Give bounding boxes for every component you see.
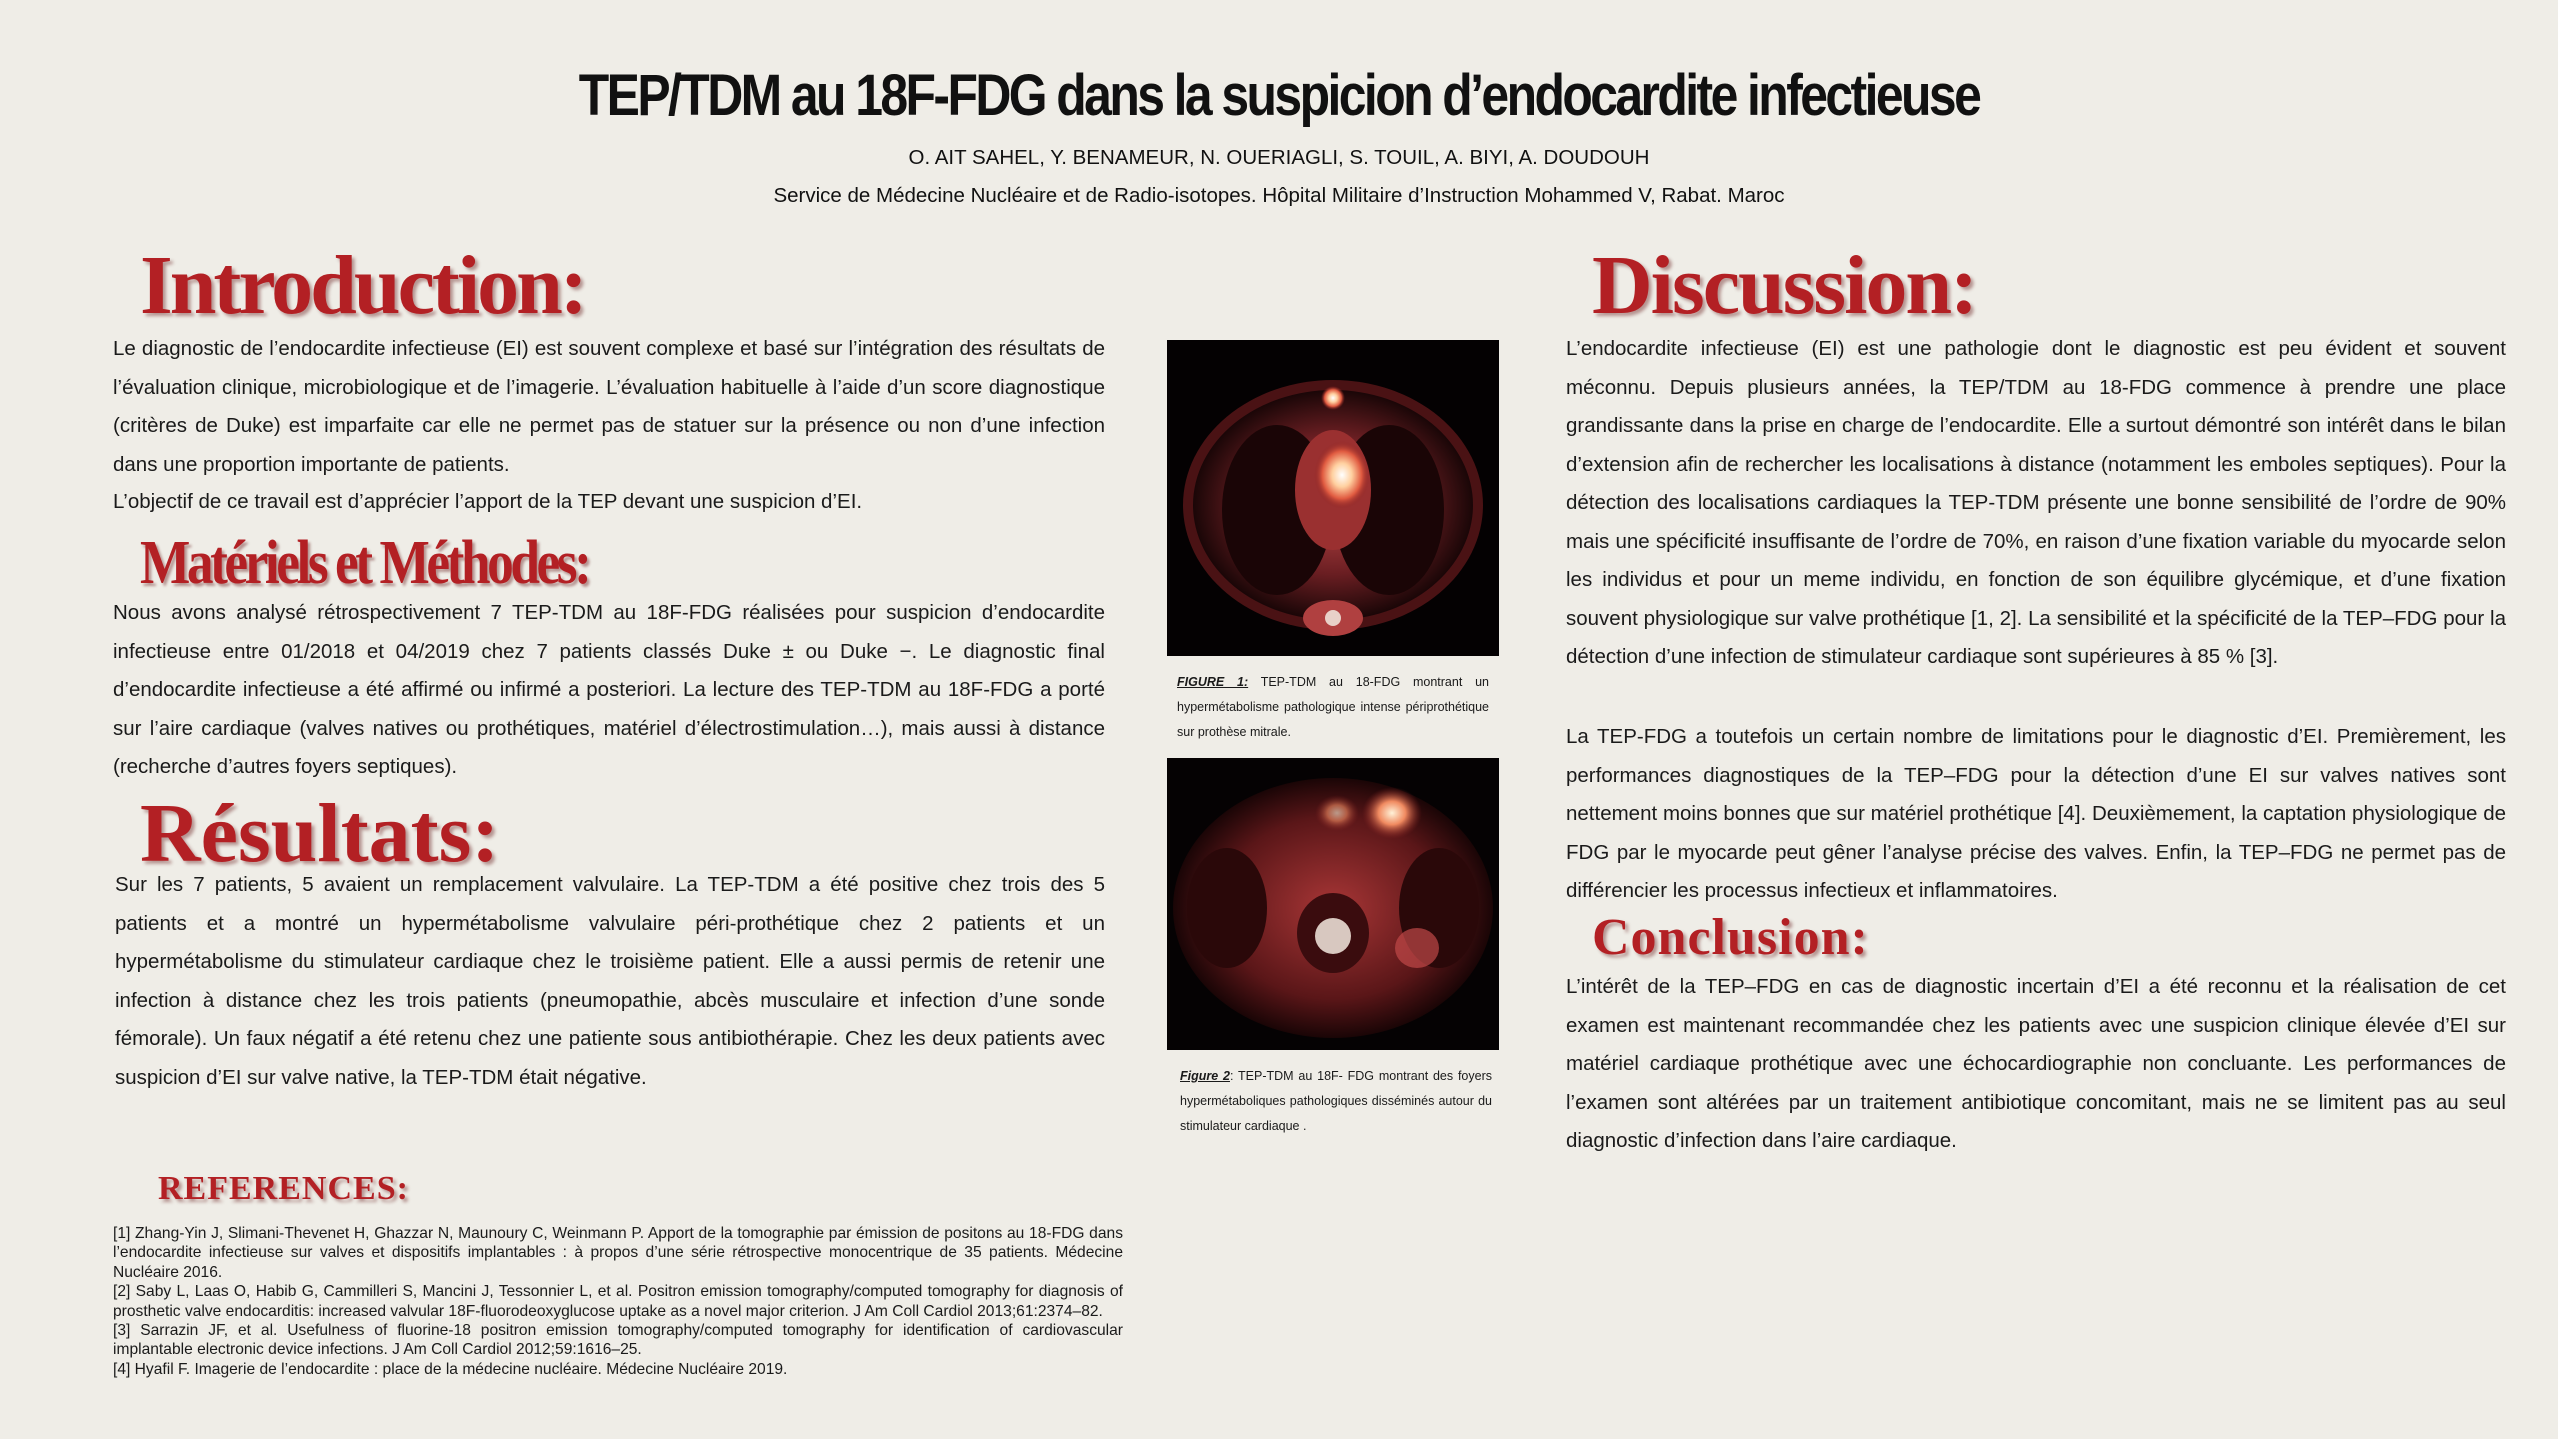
discussion-paragraph: L’endocardite infectieuse (EI) est une pathologie dont le diagnostic est peu évident et souvent méconnu. Depuis plusieurs années, la TEP/TDM au 18-FDG commence à prendre une place grandissante dans la prise en charge de l’endocardite. Elle a surtout démontré son intérêt dans le bilan d’extension afin de rechercher les localisations à distance (notamment les emboles septiques). Pour la détection des localisations cardiaques la TEP-TDM présente une bonne sensibilité de l’ordre de 90% mais une spécificité insuffisante de l’ordre de 70%, en raison d’une fixation variable du myocarde selon les individus et pour un meme individu, en fonction de son équilibre glycémique, et d’une fixation souvent physiologique sur valve prothétique [1, 2]. La sensibilité et la spécificité de la TEP–FDG pour la détection d’une infection de stimulateur cardiaque sont supérieures à 85 % [3]. <box>1566 337 2506 668</box>
references-heading: REFERENCES: <box>158 1170 409 1207</box>
introduction-paragraph: Le diagnostic de l’endocardite infectieuse (EI) est souvent complexe et basé sur l’intégration des résultats de l’évaluation clinique, microbiologique et de l’imagerie. L’évaluation habituelle à l’aide d’un score diagnostique (critères de Duke) est imparfaite car elle ne permet pas de statuer sur la présence ou non d’une infection dans une proportion importante de patients. <box>113 337 1105 476</box>
reference-item: [4] Hyafil F. Imagerie de l’endocardite : place de la médecine nucléaire. Médecine Nucléaire 2019. <box>113 1360 788 1378</box>
conclusion-heading: Conclusion: <box>1592 909 1869 966</box>
discussion-paragraph-2: La TEP-FDG a toutefois un certain nombre de limitations pour le diagnostic d’EI. Premièrement, les performances diagnostiques de la TEP–FDG pour la détection d’une EI sur valves natives sont nettement moins bonnes que sur matériel prothétique [4]. Deuxièmement, la captation physiologique de FDG par le myocarde peut gêner l’analyse précise des valves. Enfin, la TEP–FDG ne permet pas de différencier les processus infectieux et inflammatoires. <box>1566 725 2506 902</box>
reference-item: [2] Saby L, Laas O, Habib G, Cammilleri S, Mancini J, Tessonnier L, et al. Positron emission tomography/computed tomography for diagnosis of prosthetic valve endocarditis: increased valvular 18F-fluorodeoxyglucose uptake as a novel major criterion. J Am Coll Cardiol 2013;61:2374–82. <box>113 1283 1123 1320</box>
results-paragraph: Sur les 7 patients, 5 avaient un remplacement valvulaire. La TEP-TDM a été positive chez trois des 5 patients et a montré un hypermétabolisme valvulaire péri-prothétique chez 2 patients et un hypermétabolisme du stimulateur cardiaque chez le troisième patient. Elle a aussi permis de retenir une infection à distance chez les trois patients (pneumopathie, abcès musculaire et infection d’une sonde fémorale). Un faux négatif a été retenu chez une patiente sous antibiothérapie. Chez les deux patients avec suspicion d’EI sur valve native, la TEP-TDM était négative. <box>115 873 1105 1089</box>
figure-2-label: Figure 2 <box>1180 1069 1230 1083</box>
pet-ct-neck-icon <box>1167 758 1499 1050</box>
figure-2-text: : TEP-TDM au 18F- FDG montrant des foyers hypermétaboliques pathologiques disséminés autour du stimulateur cardiaque . <box>1180 1069 1492 1133</box>
figure-1-caption <box>1177 670 1489 745</box>
figure-2-caption <box>1180 1064 1492 1139</box>
figure-1-pet-ct-image <box>1167 340 1499 656</box>
figure-2-pet-ct-image <box>1167 758 1499 1050</box>
results-heading: Résultats: <box>140 787 500 880</box>
poster-title: TEP/TDM au 18F-FDG dans la suspicion d’endocardite infectieuse <box>578 63 1980 128</box>
introduction-heading: Introduction: <box>140 239 585 332</box>
author-list: O. AIT SAHEL, Y. BENAMEUR, N. OUERIAGLI, S. TOUIL, A. BIYI, A. DOUDOUH <box>908 146 1650 169</box>
pet-ct-thorax-icon <box>1167 340 1499 656</box>
introduction-objective: L’objectif de ce travail est d’apprécier l’apport de la TEP devant une suspicion d’EI. <box>113 490 863 513</box>
figure-1-label: FIGURE 1: <box>1177 675 1249 689</box>
reference-item: [3] Sarrazin JF, et al. Usefulness of fluorine-18 positron emission tomography/computed tomography for identification of cardiovascular implantable electronic device infections. J Am Coll Cardiol 2012;59:1616–25. <box>113 1322 1123 1359</box>
conclusion-paragraph: L’intérêt de la TEP–FDG en cas de diagnostic incertain d’EI a été reconnu et la réalisation de cet examen est maintenant recommandée chez les patients avec une suspicion clinique élevée d’EI sur matériel cardiaque prothétique avec une échocardiographie non concluante. Les performances de l’examen sont altérées par un traitement antibiotique concomitant, mais ne se limitent pas au seul diagnostic d’infection dans l’aire cardiaque. <box>1566 975 2506 1152</box>
discussion-heading: Discussion: <box>1592 239 1977 332</box>
figure-1-text: TEP-TDM au 18-FDG montrant un hypermétabolisme pathologique intense périprothétique sur prothèse mitrale. <box>1177 675 1490 739</box>
methods-heading: Matériels et Méthodes: <box>140 529 589 597</box>
affiliation: Service de Médecine Nucléaire et de Radio-isotopes. Hôpital Militaire d’Instruction Mohammed V, Rabat. Maroc <box>773 184 1785 207</box>
reference-item: [1] Zhang-Yin J, Slimani-Thevenet H, Ghazzar N, Maunoury C, Weinmann P. Apport de la tomographie par émission de positons au 18-FDG dans l’endocardite infectieuse sur valves et dispositifs implantables : à propos d’une série rétrospective monocentrique de 35 patients. Médecine Nucléaire 2016. <box>113 1225 1123 1281</box>
methods-paragraph: Nous avons analysé rétrospectivement 7 TEP-TDM au 18F-FDG réalisées pour suspicion d’endocardite infectieuse entre 01/2018 et 04/2019 chez 7 patients classés Duke ± ou Duke −. Le diagnostic final d’endocardite infectieuse a été affirmé ou infirmé a posteriori. La lecture des TEP-TDM au 18F-FDG a porté sur l’aire cardiaque (valves natives ou prothétiques, matériel d’électrostimulation…), mais aussi à distance (recherche d’autres foyers septiques). <box>113 601 1105 778</box>
reference-list <box>113 1224 1123 1379</box>
